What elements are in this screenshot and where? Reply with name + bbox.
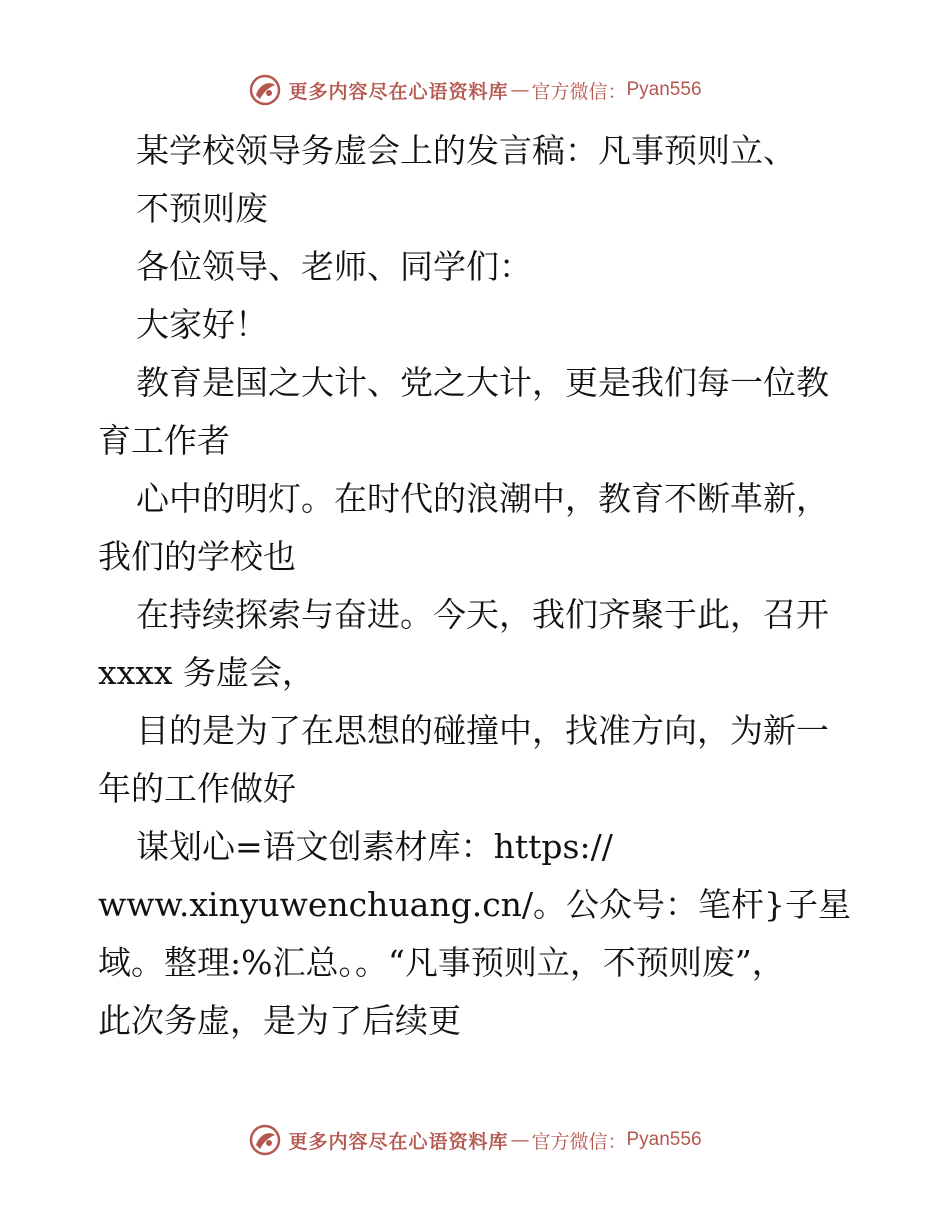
banner-dash: —	[510, 79, 530, 101]
text-line: 我们的学校也	[98, 537, 296, 576]
brand-logo-icon	[248, 1123, 282, 1157]
text-line: 大家好！	[136, 305, 268, 344]
text-line: www.xinyuwenchuang.cn/。公众号：笔杆}子星	[98, 885, 852, 924]
header-banner	[0, 70, 950, 110]
banner-site-name: 更多内容尽在心语资料库	[288, 80, 509, 103]
brand-logo-icon	[248, 73, 282, 107]
text-line: 各位领导、老师、同学们：	[136, 247, 532, 286]
text-line: 某学校领导务虚会上的发言稿：凡事预则立、	[136, 131, 796, 170]
text-line: 育工作者	[98, 421, 230, 460]
banner-site-name: 更多内容尽在心语资料库	[288, 1130, 509, 1153]
banner-wechat-label: 官方微信：	[531, 80, 627, 103]
text-line: 谋划心=语文创素材库：https://	[136, 827, 613, 866]
banner-wechat-label: 官方微信：	[531, 1130, 627, 1153]
text-line: 在持续探索与奋进。今天，我们齐聚于此，召开	[136, 595, 829, 634]
document-body	[98, 122, 858, 1050]
banner-wechat-handle: Pyan556	[626, 79, 702, 100]
banner-dash: —	[510, 1129, 530, 1151]
text-line: 教育是国之大计、党之大计，更是我们每一位教	[136, 363, 829, 402]
text-line: 此次务虚，是为了后续更	[98, 1001, 461, 1040]
footer-banner	[0, 1120, 950, 1160]
text-line: 域。整理:%汇总。。“凡事预则立，不预则废”，	[98, 943, 785, 982]
text-line: 年的工作做好	[98, 769, 296, 808]
text-line: 目的是为了在思想的碰撞中，找准方向，为新一	[136, 711, 829, 750]
text-line: 心中的明灯。在时代的浪潮中，教育不断革新，	[136, 479, 829, 518]
text-line: 不预则废	[136, 189, 268, 228]
text-line: xxxx 务虚会，	[98, 653, 315, 692]
banner-wechat-handle: Pyan556	[626, 1129, 702, 1150]
